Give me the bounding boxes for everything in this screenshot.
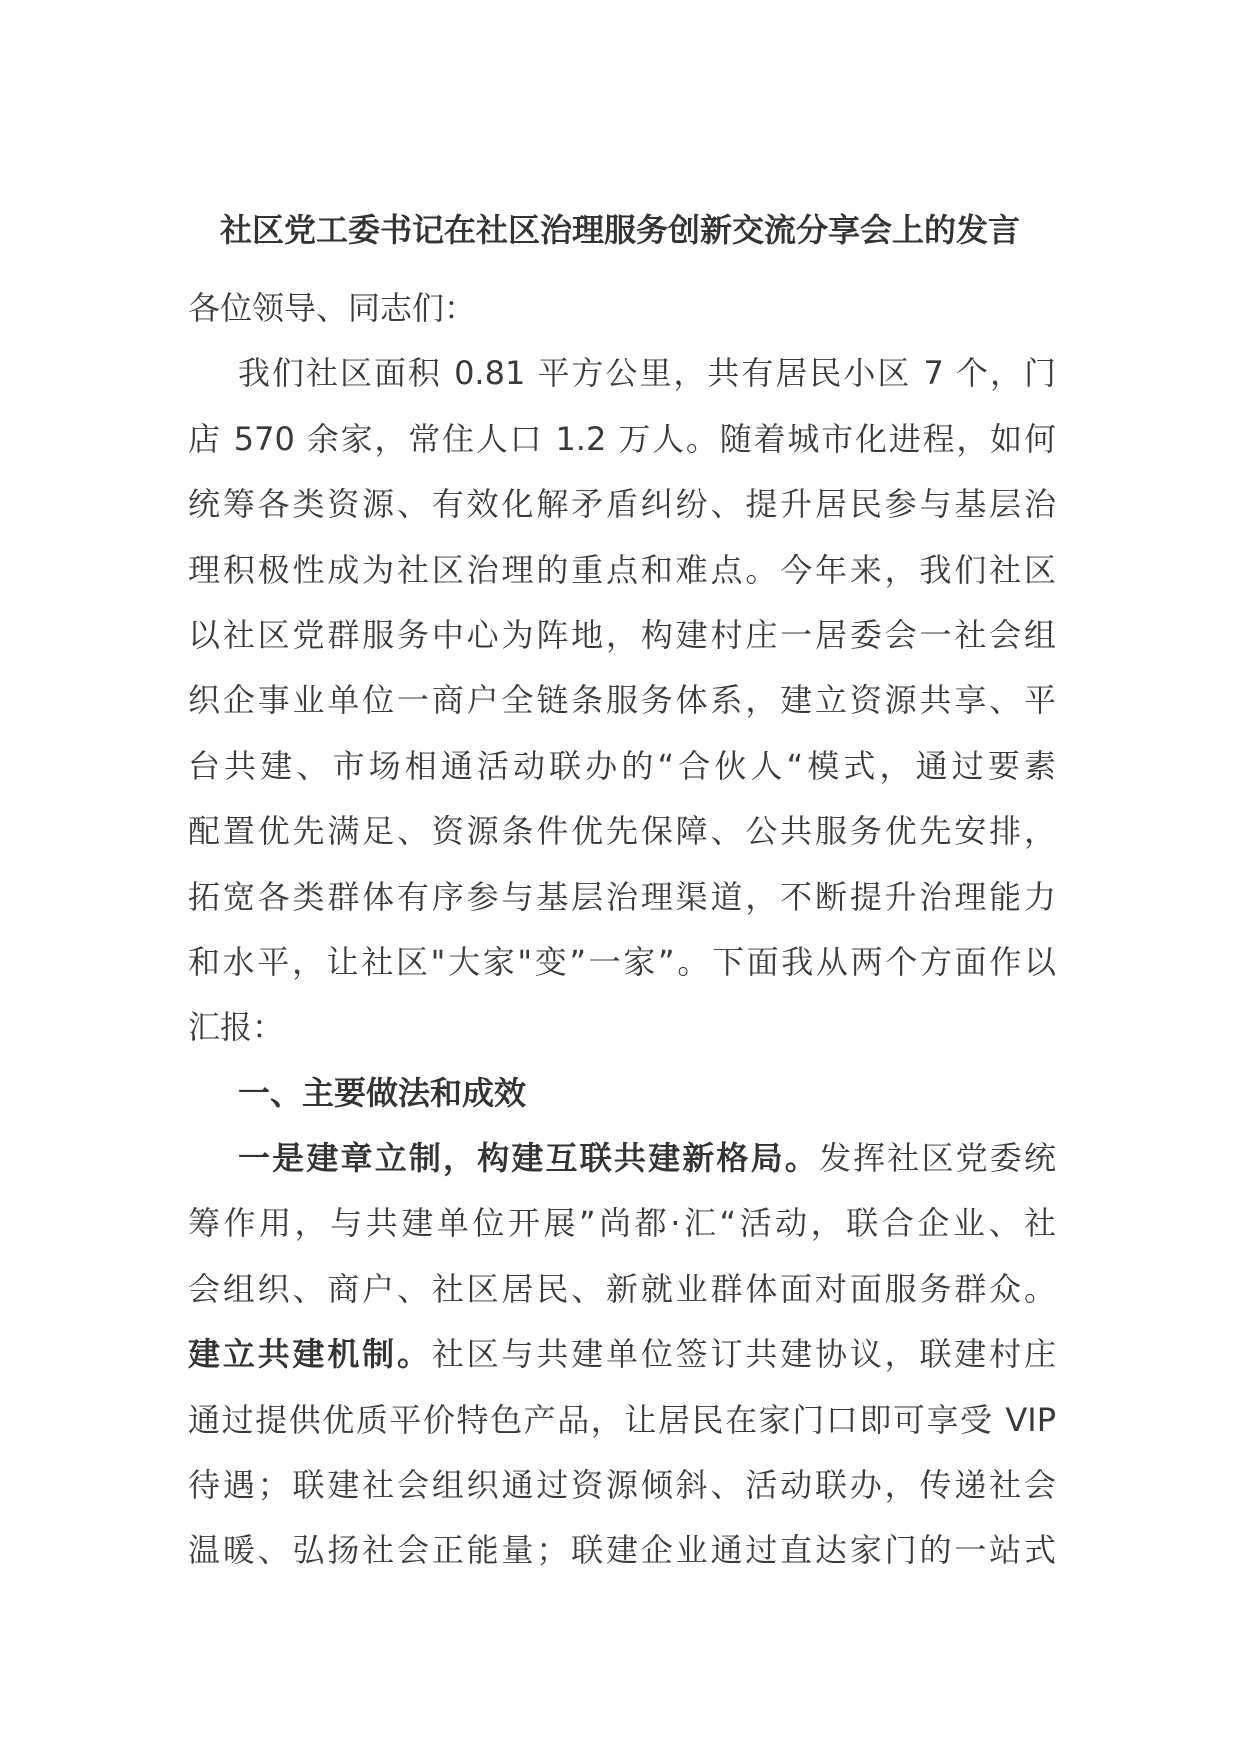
line-text: 待遇；联建社会组织通过资源倾斜、活动联办，传递社会: [188, 1466, 1056, 1505]
paragraph-line: [188, 938, 1056, 1003]
paragraph-line: [188, 676, 1056, 741]
line-text: 统筹各类资源、有效化解矛盾纠纷、提升居民参与基层治: [188, 485, 1056, 524]
line-text: 会组织、商户、社区居民、新就业群体面对面服务群众。: [188, 1269, 1056, 1308]
paragraph-line: [188, 415, 1056, 480]
paragraph-line: [188, 1003, 1056, 1068]
line-text: 和水平，让社区"大家"变”一家”。下面我从两个方面作以: [188, 942, 1056, 981]
paragraph-line: [188, 1265, 1056, 1330]
paragraph-line: [188, 349, 1056, 414]
line-text: 以社区党群服务中心为阵地，构建村庄一居委会一社会组: [188, 615, 1056, 654]
paragraph-line: [188, 742, 1056, 807]
line-text: 拓宽各类群体有序参与基层治理渠道，不断提升治理能力: [188, 877, 1056, 916]
bold-lead: 一是建章立制，构建互联共建新格局。: [238, 1139, 819, 1178]
line-text: 发挥社区党委统: [818, 1139, 1056, 1178]
paragraph-line: [188, 1199, 1056, 1264]
line-text: 通过提供优质平价特色产品，让居民在家门口即可享受 VIP: [188, 1400, 1056, 1439]
section-heading: [188, 1069, 1056, 1134]
paragraph-line: [188, 1461, 1056, 1526]
line-text: 筹作用，与共建单位开展”尚都·汇“活动，联合企业、社: [188, 1204, 1056, 1243]
document-body: [188, 284, 1056, 1592]
document-title: 社区党工委书记在社区治理服务创新交流分享会上的发言: [219, 211, 1020, 249]
section-heading-text: 一、主要做法和成效: [238, 1073, 527, 1112]
paragraph-line: [188, 480, 1056, 545]
paragraph-line: [188, 873, 1056, 938]
paragraph-line: [188, 1330, 1056, 1395]
line-text: 店 570 余家，常住人口 1.2 万人。随着城市化进程，如何: [188, 419, 1056, 458]
line-text: 织企事业单位一商户全链条服务体系，建立资源共享、平: [188, 681, 1056, 720]
paragraph-line: [188, 611, 1056, 676]
paragraph-line: [188, 546, 1056, 611]
line-text: 社区与共建单位签订共建协议，联建村庄: [431, 1335, 1056, 1374]
paragraph-line: [188, 1134, 1056, 1199]
line-text: 各位领导、同志们：: [188, 289, 477, 327]
paragraph-line: [188, 807, 1056, 872]
paragraph-line: [188, 1396, 1056, 1461]
line-text: 温暖、弘扬社会正能量；联建企业通过直达家门的一站式: [188, 1531, 1056, 1570]
line-text: 台共建、市场相通活动联办的“合伙人“模式，通过要素: [188, 746, 1056, 785]
line-text: 我们社区面积 0.81 平方公里，共有居民小区 7 个，门: [238, 354, 1056, 393]
paragraph-line: [188, 1526, 1056, 1591]
line-text: 理积极性成为社区治理的重点和难点。今年来，我们社区: [188, 550, 1056, 589]
line-text: 汇报：: [188, 1008, 285, 1047]
line-text: 配置优先满足、资源条件优先保障、公共服务优先安排，: [188, 812, 1056, 851]
salutation: [188, 284, 1056, 349]
bold-lead: 建立共建机制。: [188, 1335, 432, 1374]
